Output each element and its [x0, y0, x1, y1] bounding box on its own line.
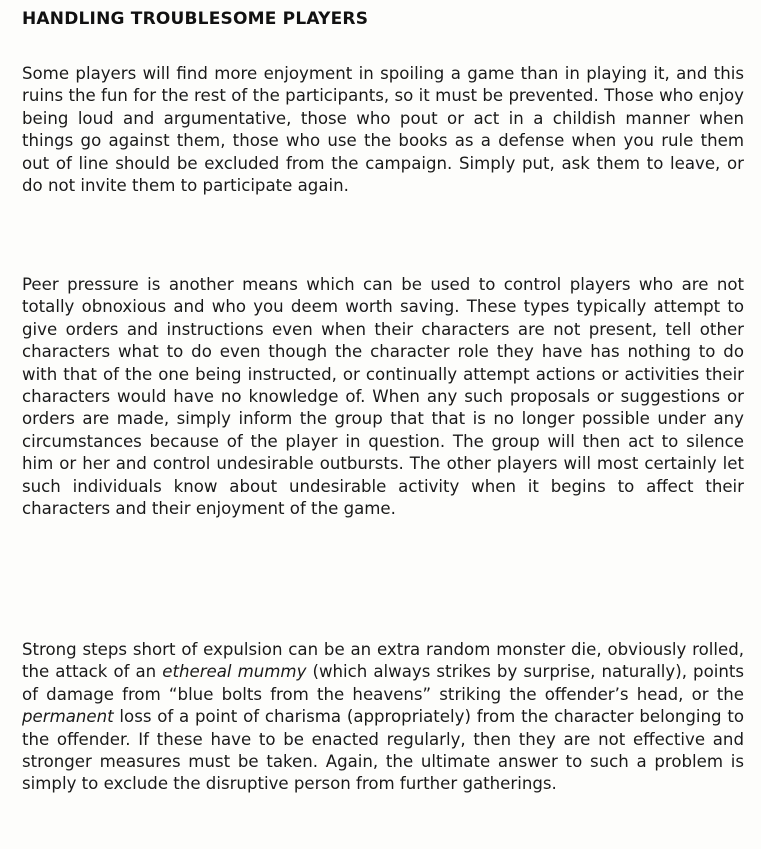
paragraph-text-segment: Strong steps short of expulsion can be an extra random monster die, obviously rolled, the attack of an	[22, 640, 744, 682]
paragraph-peer-pressure: Peer pressure is another means which can be used to control players who are not totally obnoxious and who you deem worth saving. These types typically attempt to give orders and instructions even when their characters are not present, tell other characters what to do even though the character role they have has nothing to do with that of the one being instructed, or continually attempt actions or activities their characters would have no knowledge of. When any such proposals or suggestions or orders are made, simply inform the group that that is no longer possible under any circumstances because of the player in question. The group will then act to silence him or her and control undesirable outbursts. The other players will most certainly let such individuals know about undesirable activity when it begins to affect their characters and their enjoyment of the game.	[22, 275, 744, 519]
emphasis-permanent: permanent	[22, 707, 114, 727]
paragraph-strong-steps	[22, 639, 744, 796]
paragraph-expulsion: Some players will find more enjoyment in spoiling a game than in playing it, and this ruins the fun for the rest of the participants, so it must be prevented. Those who enjoy being loud and argumentative, those who pout or act in a childish manner when things go against them, those who use the books as a defense when you rule them out of line should be excluded from the campaign. Simply put, ask them to leave, or do not invite them to participate again.	[22, 64, 744, 196]
paragraph-text-segment: (which always strikes by surprise, naturally), points of damage from “blue bolts from the heavens” striking the offender’s head, or the	[22, 662, 745, 704]
paragraph-text-segment: loss of a point of charisma (appropriately) from the character belonging to the offender. If these have to be enacted regularly, then they are not effective and stronger measures must be taken. Again, the ultimate answer to such a problem is simply to exclude the disruptive person from further gatherings.	[22, 707, 744, 794]
emphasis-ethereal-mummy: ethereal mummy	[162, 662, 307, 682]
section-heading: HANDLING TROUBLESOME PLAYERS	[22, 9, 369, 29]
